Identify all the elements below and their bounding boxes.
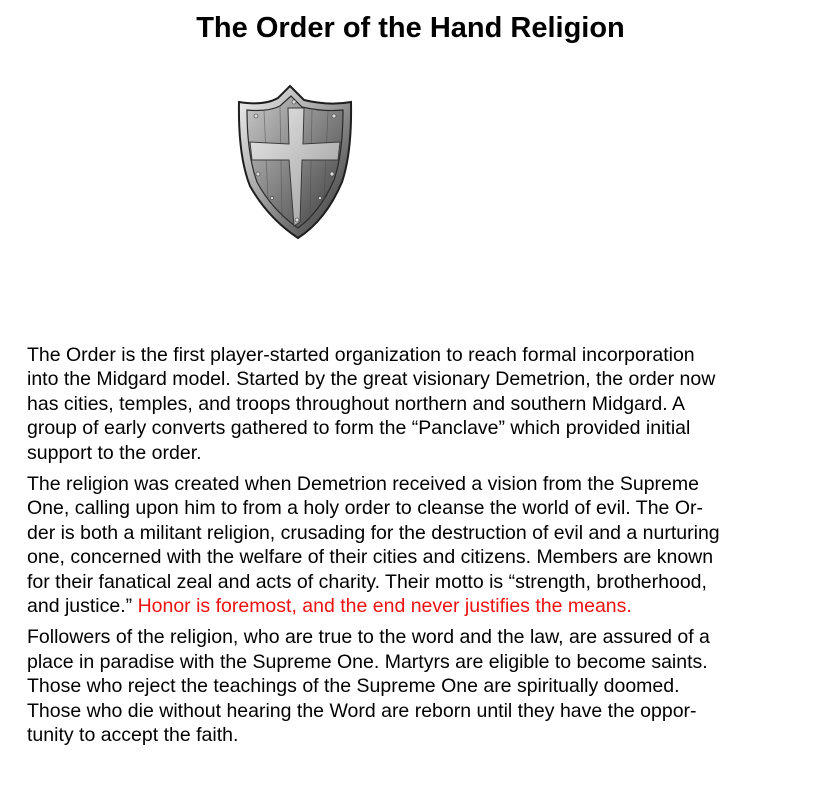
highlighted-motto-text: Honor is foremost, and the end never justifies the means. <box>137 595 632 618</box>
paragraph-1-line-2: into the Midgard model. Started by the great visionary Demetrion, the order now <box>27 368 716 391</box>
paragraph-3-line-1: Followers of the religion, who are true to the word and the law, are assured of a <box>27 626 710 649</box>
paragraph-1 <box>27 343 802 465</box>
paragraph-2-line-2: One, calling upon him to from a holy order to cleanse the world of evil. The Or- <box>27 497 703 520</box>
paragraph-3-line-2: place in paradise with the Supreme One. Martyrs are eligible to become saints. <box>27 650 708 673</box>
paragraph-2 <box>27 472 802 618</box>
paragraph-2-line-5: for their fanatical zeal and acts of charity. Their motto is “strength, brotherhood, <box>27 570 707 593</box>
paragraph-2-line-3: der is both a militant religion, crusading for the destruction of evil and a nurturing <box>27 521 720 544</box>
paragraph-2-line-4: one, concerned with the welfare of their cities and citizens. Members are known <box>27 546 714 569</box>
paragraph-2-line-1: The religion was created when Demetrion received a vision from the Supreme <box>27 473 699 496</box>
paragraph-1-line-1: The Order is the first player-started organization to reach formal incorporation <box>27 344 695 366</box>
paragraph-3-line-5: tunity to accept the faith. <box>27 724 239 747</box>
paragraph-1-line-3: has cities, temples, and troops throughout northern and southern Midgard. A <box>27 392 685 415</box>
page-title: The Order of the Hand Religion <box>196 12 625 44</box>
paragraph-1-line-5: support to the order. <box>27 441 202 464</box>
article-body <box>27 343 802 755</box>
paragraph-3-line-4: Those who die without hearing the Word are reborn until they have the oppor- <box>27 699 697 722</box>
shield-cross-icon <box>234 82 356 242</box>
paragraph-3 <box>27 625 802 747</box>
paragraph-1-line-4: group of early converts gathered to form the “Panclave” which provided initial <box>27 417 691 440</box>
paragraph-3-line-3: Those who reject the teachings of the Supreme One are spiritually doomed. <box>27 675 680 698</box>
paragraph-2-line-6: and justice.” <box>27 595 138 618</box>
